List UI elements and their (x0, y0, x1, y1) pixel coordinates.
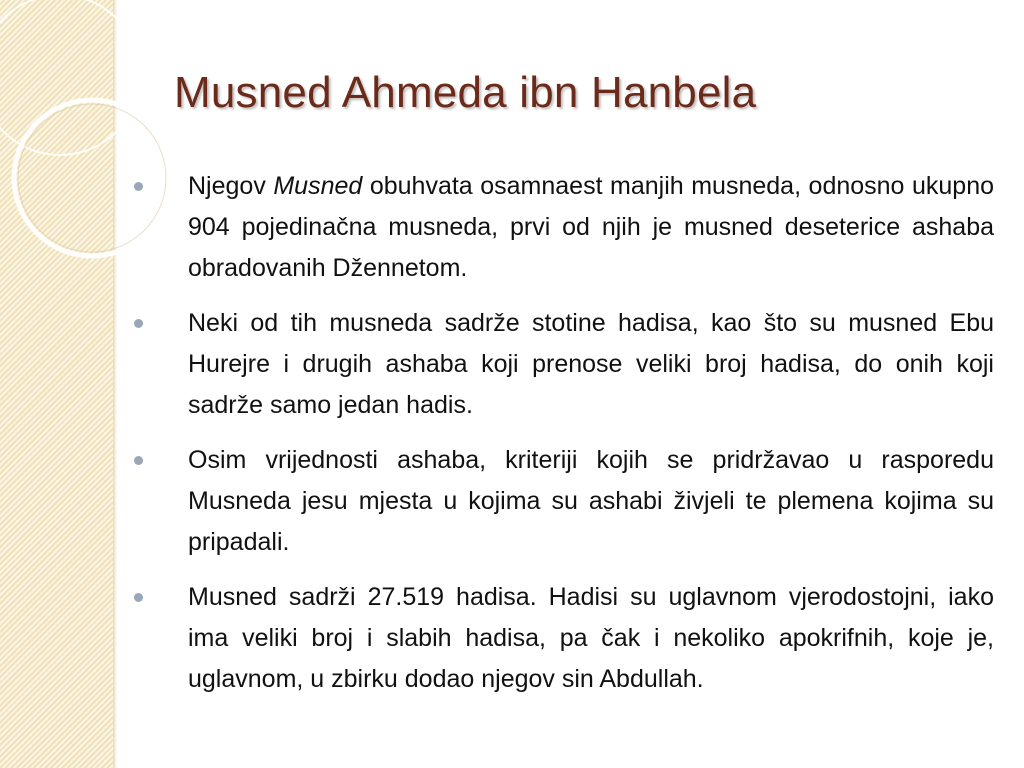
bullet-item (128, 440, 994, 563)
bullet-item (128, 303, 994, 426)
bullet-text: Musned sadrži 27.519 hadisa. Hadisi su uglavnom vjerodostojni, iako ima veliki broj i slabih hadisa, pa čak i nekoliko apokrifnih, koje je, uglavnom, u zbirku dodao njegov sin Abdullah. (188, 583, 994, 693)
bullet-text-before: Njegov (188, 172, 274, 200)
bullet-item (128, 577, 994, 700)
bullet-text-italic: Musned (273, 172, 363, 200)
bullet-dot-icon (134, 319, 143, 328)
bullet-dot-icon (134, 456, 143, 465)
bullet-item (128, 166, 994, 289)
bullet-text: Osim vrijednosti ashaba, kriteriji kojih se pridržavao u rasporedu Musneda jesu mjesta u kojima su ashabi živjeli te plemena kojima su pripadali. (188, 446, 994, 556)
bullet-text-after: obuhvata osamnaest manjih musneda, odnosno ukupno 904 pojedinačna musneda, prvi od njih je musned deseterice ashaba obradovanih Džennetom. (188, 172, 995, 282)
bullet-dot-icon (134, 593, 143, 602)
slide-title: Musned Ahmeda ibn Hanbela (174, 68, 757, 117)
bullet-list (128, 166, 994, 714)
bullet-text: Neki od tih musneda sadrže stotine hadisa, kao što su musned Ebu Hurejre i drugih ashaba koji prenose veliki broj hadisa, do onih koji sadrže samo jedan hadis. (188, 309, 994, 419)
bullet-dot-icon (134, 182, 143, 191)
